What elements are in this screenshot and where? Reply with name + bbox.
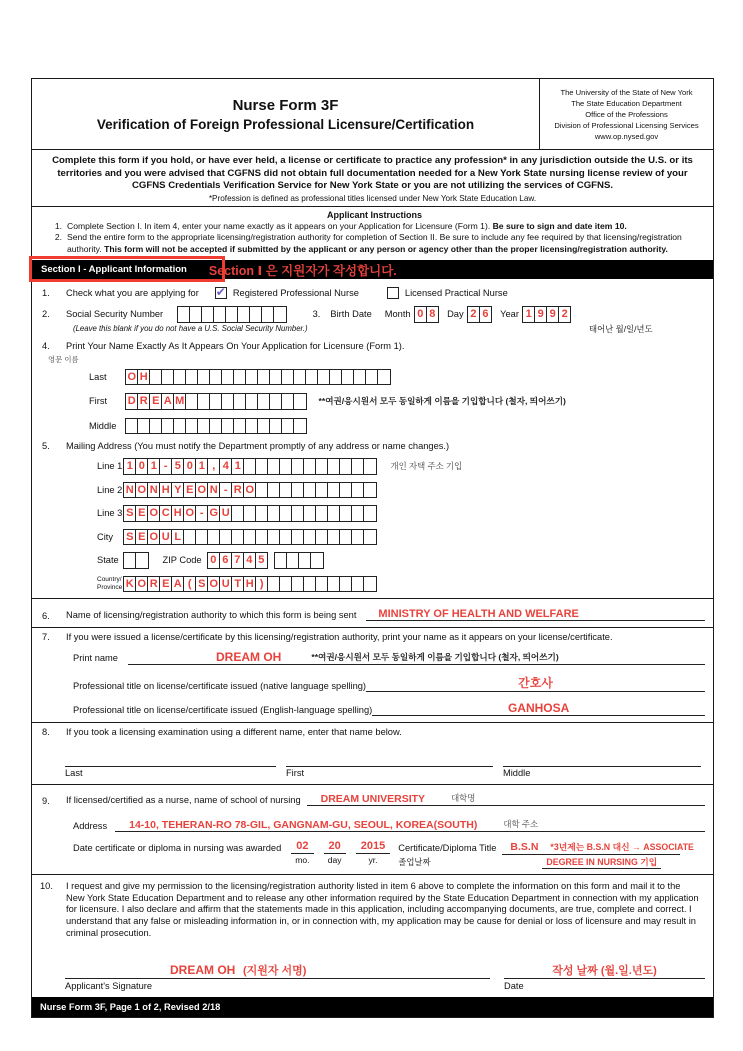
form-header [32,79,713,150]
diploma-date-label: Date certificate or diploma in nursing was awarded [73,843,282,853]
char-box[interactable]: ( [183,576,197,593]
char-box[interactable]: D [125,393,139,410]
middle-label: Middle [503,768,531,778]
english-title-row [40,701,705,716]
char-box[interactable]: S [123,529,137,546]
check-icon: ✔ [215,285,226,299]
certificate-korean-note-line2: DEGREE IN NURSING 기입 [542,856,661,869]
school-label: If licensed/certified as a nurse, name of school of nursing [66,795,301,805]
char-box[interactable] [363,576,377,593]
native-title-row [40,674,705,692]
country-boxes [123,576,377,593]
item-10 [32,874,713,997]
char-box[interactable]: G [207,505,221,522]
school-korean-note: 대학명 [451,793,476,803]
item1-label: Check what you are applying for [66,288,199,298]
date-field[interactable] [504,962,705,979]
city-row [40,529,705,546]
char-box[interactable]: O [183,505,197,522]
different-first-name-field[interactable] [286,757,493,778]
char-box[interactable]: N [207,482,221,499]
char-box[interactable]: O [243,482,257,499]
licensed-practical-nurse-checkbox[interactable] [387,287,399,299]
diploma-year-value: 2015 [356,840,390,854]
month-label: Month [384,309,411,320]
char-box[interactable]: A [171,576,185,593]
first-name-label: First [89,396,108,407]
ssn-boxes [177,306,287,323]
char-box[interactable]: 7 [231,552,245,569]
item6-label: Name of licensing/registration authority to which this form is being sent [66,610,357,620]
char-box[interactable]: H [171,505,185,522]
char-box[interactable]: 1 [123,458,137,475]
line3-boxes [123,505,377,522]
char-box[interactable]: T [231,576,245,593]
option-label-lpn: Licensed Practical Nurse [404,288,508,298]
item-5 [40,441,705,451]
char-box[interactable]: H [243,576,257,593]
item-number: 9. [42,796,50,806]
print-name-row [40,650,705,665]
address-line2-row [40,482,705,499]
char-box[interactable]: 0 [183,458,197,475]
applicant-instructions [32,207,713,260]
item-number: 4. [42,340,50,351]
char-box[interactable]: 6 [479,306,493,323]
diploma-day-field[interactable] [324,840,346,865]
instruction-text: Send the entire form to the appropriate licensing/registration authority for completion of Section II. Be sure to include any fee required by that licensing/registration authority. [67,232,682,254]
middle-name-row [40,418,705,435]
english-title-value: GANHOSA [507,701,570,715]
school-address-field[interactable] [115,818,705,832]
state-zip-row [40,552,705,569]
english-name-korean-label: 영문 이름 [48,354,79,364]
country-row [40,576,705,593]
char-box[interactable]: R [137,393,151,410]
char-box[interactable]: O [207,576,221,593]
birthdate-label: Birth Date [330,309,372,320]
agency-box [539,79,713,149]
char-box[interactable]: O [147,505,161,522]
char-box[interactable]: S [195,576,209,593]
native-title-value: 간호사 [518,676,553,690]
applicant-signature-field[interactable] [65,962,490,979]
notice-footnote: *Profession is defined as professional titles licensed under New York State Education Law. [208,193,537,203]
item-1 [40,285,705,301]
date-label: Date [504,980,524,991]
char-box[interactable]: 1 [522,306,536,323]
print-name-value: DREAM OH [216,650,282,664]
section1-header-bar [32,260,713,279]
char-box[interactable] [273,306,287,323]
school-address-value: 14-10, TEHERAN-RO 78-GIL, GANGNAM-GU, SEOUL, KOREA(SOUTH) [129,819,478,831]
print-name-label: Print name [73,652,118,663]
state-label: State [97,555,119,566]
item-number: 7. [42,632,50,642]
item-9 [32,784,713,874]
zip-boxes [207,552,269,569]
line1-label: Line 1 [97,461,123,472]
city-label: City [97,531,114,542]
diploma-date-row [40,840,705,868]
char-box[interactable]: , [207,458,221,475]
certificate-title-field[interactable] [502,840,694,868]
char-box[interactable]: O [147,529,161,546]
day-unit-label: day [327,855,342,865]
char-box[interactable]: N [123,482,137,499]
certificate-title-label: Certificate/Diploma Title [398,843,497,853]
notice-text: Complete this form if you hold, or have ever held, a license or certificate to practice any profession* in any jurisdiction outside the U.S. or its territories and you were advised that CGFNS did not obtain full documentation needed for a New York State nursing license review of your CGFNS Credentials Verification Service for New York State or you are not utilizing the services of CGFNS. [52,155,693,192]
form-subtitle: Verification of Foreign Professional Licensure/Certification [96,116,475,132]
english-title-field[interactable] [372,701,705,716]
birth-year-boxes [522,306,572,323]
school-row [40,789,705,806]
char-box[interactable]: 9 [546,306,560,323]
item-number: 10. [40,881,53,891]
state-boxes [123,552,149,569]
middle-name-label: Middle [89,420,117,431]
native-title-label: Professional title on license/certificate issued (native language spelling) [73,681,367,691]
instruction-bold-text: Be sure to sign and date item 10. [492,220,627,231]
school-address-korean-note: 대학 주소 [503,819,539,829]
certificate-title-value: B.S.N [510,841,539,853]
char-box[interactable]: - [159,458,173,475]
char-box[interactable]: 5 [255,552,269,569]
item-2-and-3 [40,306,705,323]
char-box[interactable]: E [159,576,173,593]
char-box[interactable]: C [159,505,173,522]
char-box[interactable]: 0 [135,458,149,475]
char-box[interactable]: S [123,505,137,522]
char-box[interactable]: 2 [558,306,572,323]
birth-day-boxes [467,306,493,323]
certificate-korean-note-line1: *3년제는 B.S.N 대신 → ASSOCIATE [550,842,694,852]
char-box[interactable]: 4 [243,552,257,569]
nurse-form-3f [31,78,714,1018]
instructions-heading: Applicant Instructions [326,209,422,220]
char-box[interactable]: U [219,505,233,522]
diploma-year-field[interactable] [356,840,390,865]
applicant-signature-label: Applicant's Signature [65,980,153,991]
different-last-name-field[interactable] [65,757,276,778]
items-1-to-5 [32,279,713,598]
signature-value: DREAM OH [170,962,236,977]
address-line1-row [40,458,705,475]
address-korean-note: 개인 자택 주소 기입 [390,461,463,472]
line1-boxes [123,458,377,475]
char-box[interactable]: O [135,482,149,499]
char-box[interactable] [293,393,307,410]
item-number: 1. [42,288,50,298]
char-box[interactable]: L [171,529,185,546]
english-title-label: Professional title on license/certificate issued (English-language spelling) [73,705,373,715]
section1-korean-note: Section Ⅰ 은 지원자가 작성합니다. [208,263,397,278]
char-box[interactable]: A [161,393,175,410]
country-label-2: Province [97,583,123,591]
ssn-note: (Leave this blank if you do not have a U.S. Social Security Number.) [73,323,308,333]
char-box[interactable]: 5 [171,458,185,475]
char-box[interactable]: K [123,576,137,593]
diploma-month-field[interactable] [291,840,313,865]
instruction-item [46,221,703,232]
char-box[interactable]: 4 [219,458,233,475]
item-4 [40,341,705,351]
instruction-item [46,232,703,255]
char-box[interactable]: E [135,529,149,546]
address-label: Address [73,821,108,831]
char-box[interactable]: O [195,482,209,499]
item-7 [32,627,713,722]
char-box[interactable]: ) [255,576,269,593]
permission-statement: I request and give my permission to the licensing/registration authority listed in item 6 above to complete the information on this form and mail it to the New York State Education Department and to release any other information required by the State Education Department in connection with my application for licensure. I also declare and affirm that the statements made in this application, including accompanying documents, are true, complete and correct. I understand that any false or misleading information in, or in connection with, my application may be cause for denial or loss of licensure and may result in criminal prosecution. [66,881,699,938]
agency-line: The State Education Department [571,98,682,108]
first-name-boxes [125,393,307,410]
char-box[interactable]: - [219,482,233,499]
item-number: 8. [42,727,50,737]
form-title: Nurse Form 3F [232,96,339,114]
agency-url: www.op.nysed.gov [594,131,659,141]
item-2-3-subnotes [40,323,705,337]
agency-line: Office of the Professions [585,109,668,119]
instruction-text: Complete Section I. In item 4, enter your name exactly as it appears on your Application for Licensure (Form 1). [67,220,493,231]
char-box[interactable]: 9 [534,306,548,323]
item-number: 5. [42,441,50,451]
school-name-value: DREAM UNIVERSITY [320,793,426,805]
notice-box [32,150,713,207]
char-box[interactable]: 2 [467,306,481,323]
diploma-month-value: 02 [291,840,313,854]
year-unit-label: yr. [368,855,378,865]
char-box[interactable]: M [173,393,187,410]
char-box[interactable] [363,458,377,475]
print-name-korean-note: **여권/응시원서 모두 동일하게 이름을 기입합니다 (철자, 띄어쓰기) [311,652,559,662]
graduation-date-korean-note: 졸업날짜 [398,857,431,867]
last-name-boxes [125,369,391,386]
char-box[interactable]: O [135,576,149,593]
char-box[interactable]: H [137,369,151,386]
char-box[interactable] [363,529,377,546]
birth-month-boxes [414,306,440,323]
birthdate-korean-note: 태어난 월/일/년도 [589,323,653,334]
char-box[interactable]: E [183,482,197,499]
char-box[interactable]: 1 [147,458,161,475]
name-korean-note: **여권/응시원서 모두 동일하게 이름을 기입합니다 (철자, 띄어쓰기) [318,396,566,407]
item-number: 3. [312,309,321,320]
authority-name-field[interactable] [366,607,705,621]
char-box[interactable]: Y [171,482,185,499]
char-box[interactable]: N [147,482,161,499]
zip-label: ZIP Code [162,555,202,566]
char-box[interactable]: 0 [207,552,221,569]
item-8 [32,722,713,784]
char-box[interactable]: O [125,369,139,386]
char-box[interactable] [363,505,377,522]
signature-korean-note: (지원자 서명) [242,964,307,977]
item8-label: If you took a licensing examination using a different name, enter that name below. [66,727,402,737]
diploma-day-value: 20 [324,840,346,854]
char-box[interactable] [377,369,391,386]
char-box[interactable]: E [149,393,163,410]
last-name-label: Last [89,371,107,382]
char-box[interactable]: 6 [219,552,233,569]
item-number: 6. [42,611,50,621]
item-number: 1. [54,220,62,231]
item5-label: Mailing Address (You must notify the Department promptly of any address or name changes.) [66,441,450,451]
city-boxes [123,529,377,546]
school-name-field[interactable] [307,792,705,806]
middle-name-boxes [125,418,307,435]
line2-label: Line 2 [97,484,123,495]
form-footer-bar: Nurse Form 3F, Page 1 of 2, Revised 2/18 [32,997,713,1017]
char-box[interactable]: H [159,482,173,499]
char-box[interactable]: U [219,576,233,593]
item4-label: Print Your Name Exactly As It Appears On Your Application for Licensure (Form 1). [66,340,405,351]
item-number: 2. [42,309,50,320]
section1-title: Section I - Applicant Information [41,264,187,275]
item-6 [32,598,713,627]
first-name-row [40,393,705,410]
signature-row [40,962,705,979]
char-box[interactable]: R [147,576,161,593]
agency-line: The University of the State of New York [560,87,693,97]
last-label: Last [65,768,83,778]
char-box[interactable]: - [195,505,209,522]
zip-plus4-boxes [274,552,324,569]
item-number: 2. [54,232,62,243]
char-box[interactable] [135,552,149,569]
school-address-row [40,815,705,832]
char-box[interactable]: 1 [195,458,209,475]
line2-boxes [123,482,377,499]
instruction-bold-text: This form will not be accepted if submitted by the applicant or any person or agency other than the proper licensing/registration authority. [104,243,668,254]
char-box[interactable]: U [159,529,173,546]
char-box[interactable]: 0 [414,306,428,323]
last-name-row [40,369,705,386]
registered-professional-nurse-checkbox[interactable] [215,287,227,299]
char-box[interactable]: E [135,505,149,522]
char-box[interactable]: 1 [231,458,245,475]
day-label: Day [447,309,464,320]
item7-label: If you were issued a license/certificate by this licensing/registration authority, print your name as it appears on your license/certificate. [66,632,613,642]
char-box[interactable] [363,482,377,499]
char-box[interactable]: R [231,482,245,499]
country-label-1: Country/ [97,576,122,584]
month-unit-label: mo. [295,855,310,865]
print-name-field[interactable] [128,650,705,665]
address-line3-row [40,505,705,522]
first-label: First [286,768,305,778]
date-korean-note: 작성 날짜 (월.일.년도) [552,964,657,977]
form-title-block [32,79,539,149]
char-box[interactable] [310,552,324,569]
char-box[interactable]: 8 [426,306,440,323]
char-box[interactable] [293,418,307,435]
agency-line: Division of Professional Licensing Services [554,120,699,130]
different-middle-name-field[interactable] [503,757,701,778]
line3-label: Line 3 [97,508,123,519]
authority-name-value: MINISTRY OF HEALTH AND WELFARE [378,608,579,620]
different-name-fields [40,757,705,778]
ssn-label: Social Security Number [66,309,164,320]
year-label: Year [500,309,519,320]
native-title-field[interactable] [366,674,705,692]
option-label-rpn: Registered Professional Nurse [232,288,359,298]
